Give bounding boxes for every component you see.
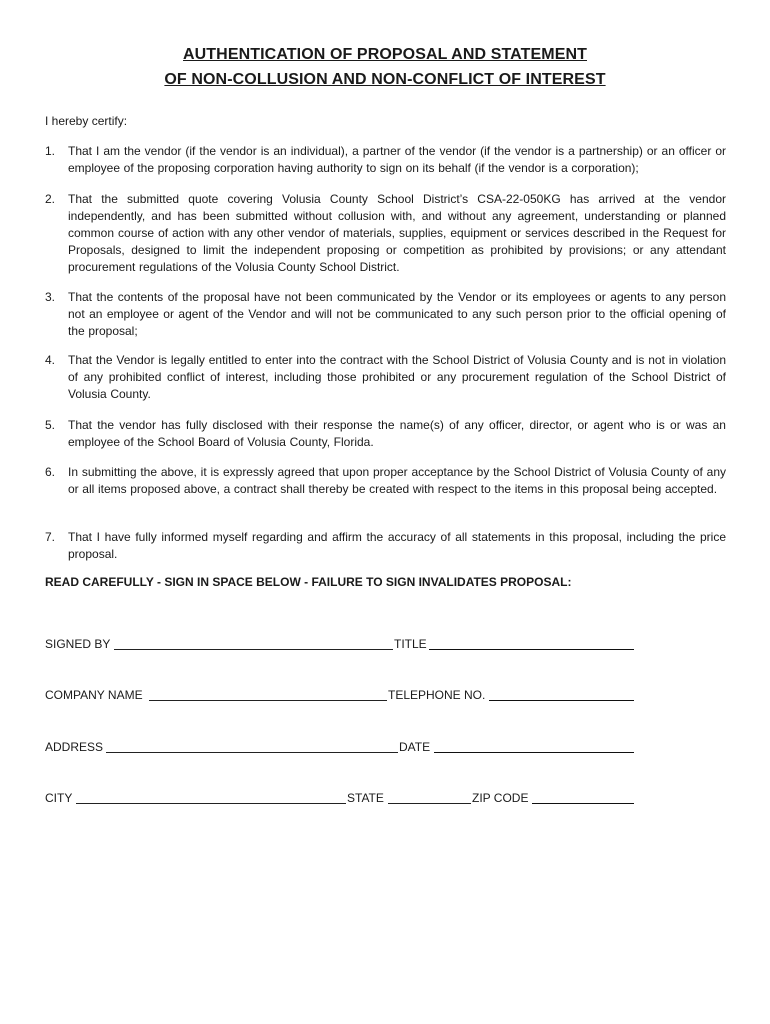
item-text: In submitting the above, it is expressly agreed that upon proper acceptance by the School District of Volusia County of any or all items proposed above, a contract shall thereby be created with respect to the items in this proposal being accepted. [68,465,726,496]
zip-code-field[interactable] [532,803,634,804]
certification-item-3 [45,289,726,340]
title-field[interactable] [429,649,634,650]
company-row [45,687,645,703]
document-title-line-2: OF NON-COLLUSION AND NON-CONFLICT OF INTEREST [164,71,606,88]
item-number: 7. [45,530,56,544]
certification-item-5 [45,417,726,451]
certification-item-4 [45,352,726,403]
item-text: That I have fully informed myself regarding and affirm the accuracy of all statements in this proposal, including the price proposal. [68,530,726,561]
signed-by-label: SIGNED BY [45,637,111,651]
item-text: That the Vendor is legally entitled to enter into the contract with the School District of Volusia County and is not in violation of any prohibited conflict of interest, including those prohibited or any procurement regulation of the School District of Volusia County. [68,353,726,401]
company-name-field[interactable] [149,700,387,701]
certification-item-7 [45,529,726,563]
item-number: 4. [45,353,56,367]
item-text: That the vendor has fully disclosed with their response the name(s) of any officer, director, or agent who is or was an employee of the School Board of Volusia County, Florida. [68,418,726,449]
zip-code-label: ZIP CODE [472,791,529,805]
telephone-label: TELEPHONE NO. [388,688,486,702]
state-label: STATE [347,791,384,805]
date-field[interactable] [434,752,634,753]
item-number: 5. [45,418,56,432]
address-row [45,739,645,755]
item-number: 3. [45,290,56,304]
company-name-label: COMPANY NAME [45,688,143,702]
address-field[interactable] [106,752,398,753]
telephone-field[interactable] [489,700,634,701]
item-text: That I am the vendor (if the vendor is an individual), a partner of the vendor (if the vendor is a partnership) or an officer or employee of the proposing corporation having authority to sign on its behalf (if the vendor is a corporation); [68,144,726,175]
document-title-line-1: AUTHENTICATION OF PROPOSAL AND STATEMENT [183,46,587,63]
item-number: 6. [45,465,56,479]
certify-intro: I hereby certify: [45,114,128,128]
item-number: 2. [45,192,56,206]
address-label: ADDRESS [45,740,104,754]
signature-row [45,636,645,652]
item-text: That the contents of the proposal have not been communicated by the Vendor or its employees or agents to any person not an employee or agent of the Vendor and will not be communicated to any such person prior to the official opening of the proposal; [68,290,726,338]
city-label: CITY [45,791,73,805]
certification-item-6 [45,464,726,498]
certification-item-2 [45,191,726,276]
certification-item-1 [45,143,726,177]
item-number: 1. [45,144,56,158]
city-field[interactable] [76,803,346,804]
state-field[interactable] [388,803,471,804]
signed-by-field[interactable] [114,649,393,650]
date-label: DATE [399,740,431,754]
city-row [45,790,645,806]
title-label: TITLE [394,637,427,651]
sign-warning: READ CAREFULLY - SIGN IN SPACE BELOW - FAILURE TO SIGN INVALIDATES PROPOSAL: [45,575,572,589]
item-text: That the submitted quote covering Volusia County School District’s CSA-22-050KG has arrived at the vendor independently, and has been submitted without collusion with, and without any agreement, understanding or planned common course of action with any other vendor of materials, supplies, equipment or services described in the Request for Proposals, designed to limit the independent proposing or competition as prohibited by provisions; or any attendant procurement regulations of the Volusia County School District. [68,192,726,274]
